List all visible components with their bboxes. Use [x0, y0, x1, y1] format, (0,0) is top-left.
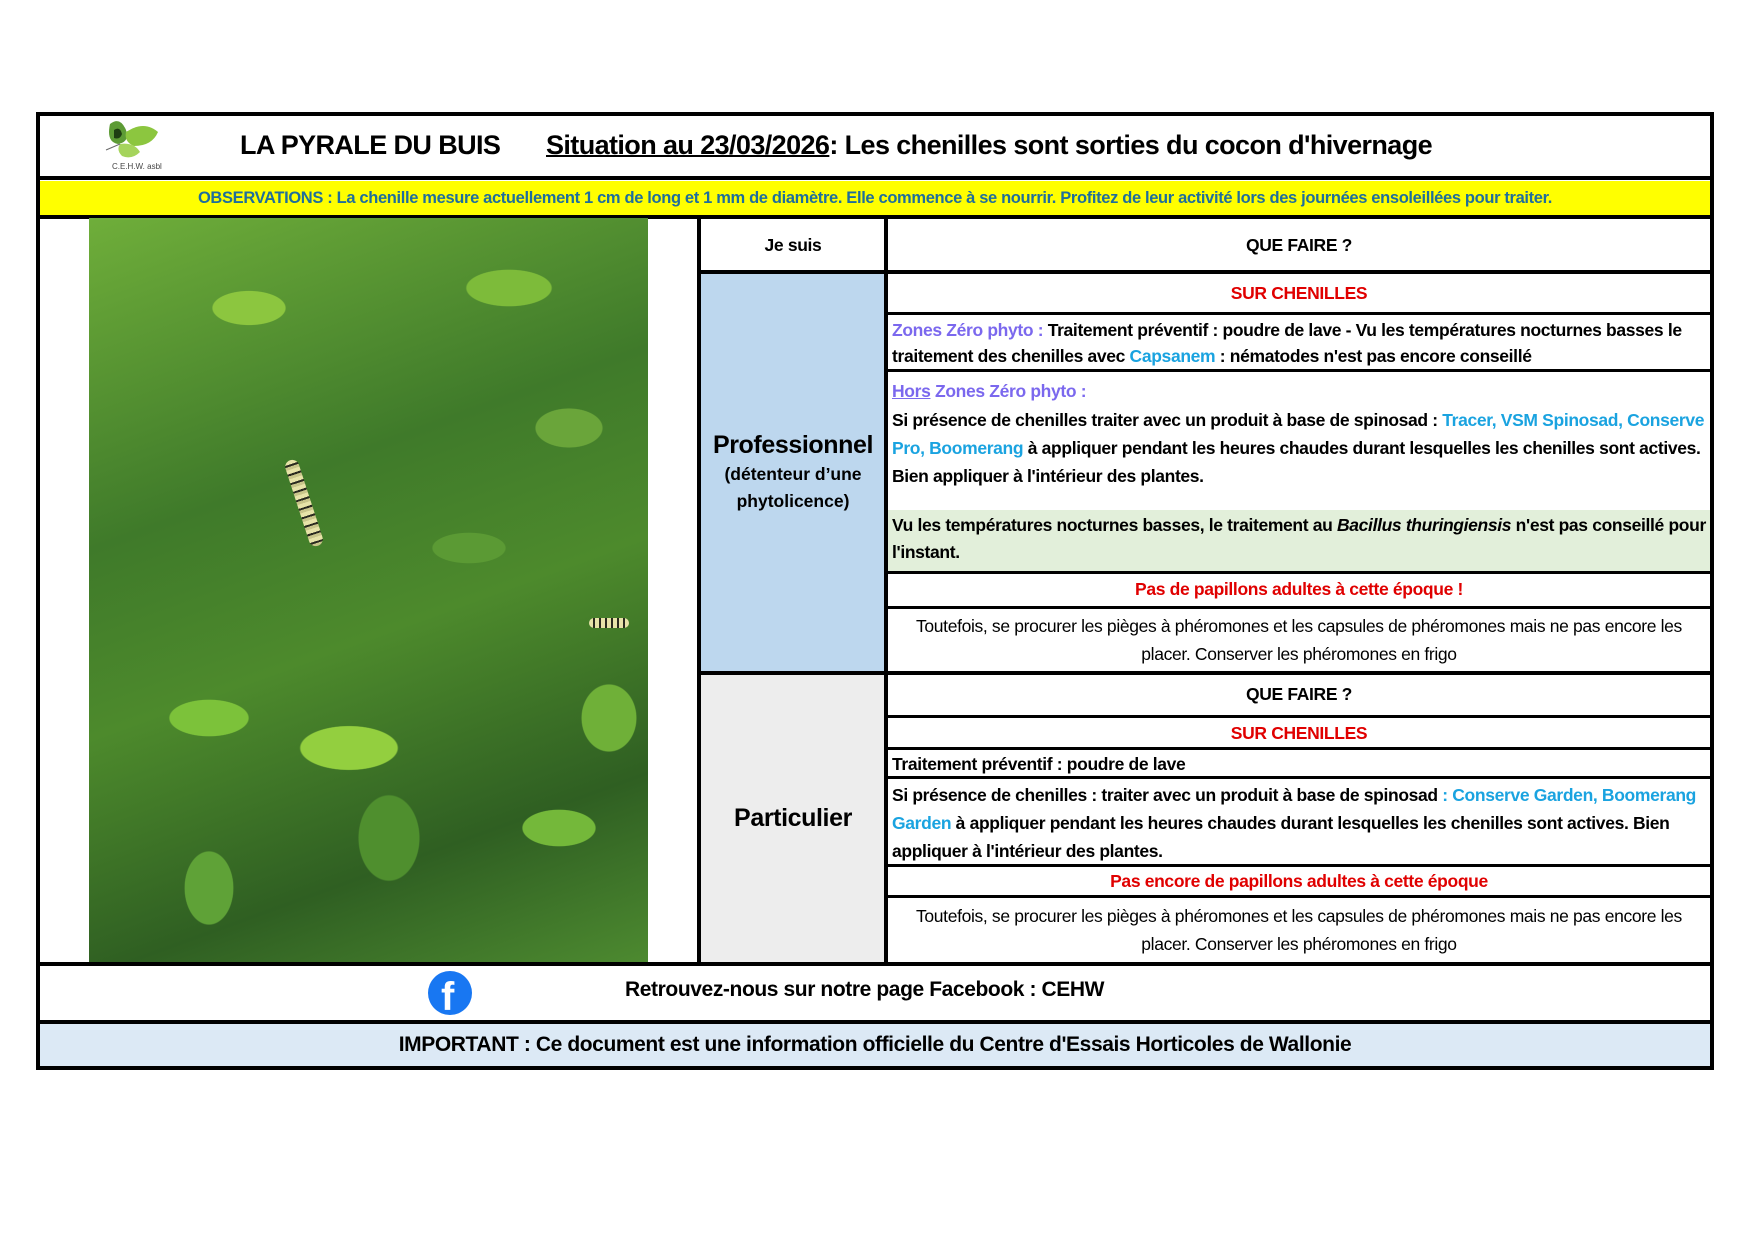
caterpillar-image: [589, 618, 629, 628]
pro-hors-zones: [888, 372, 1710, 510]
situation-heading: [546, 130, 1432, 161]
divider: [36, 962, 1714, 966]
hors-underlined: Hors: [892, 381, 931, 401]
table-border: [884, 864, 1712, 867]
table-border: [697, 671, 1712, 675]
header-je-suis: Je suis: [700, 219, 886, 271]
table-border: [884, 606, 1712, 609]
situation-text: : Les chenilles sont sorties du cocon d'hivernage: [829, 130, 1433, 160]
spinosad-products: Tracer, VSM Spinosad, Conserve Pro, Boomerang: [892, 410, 1705, 458]
spinosad-text: à appliquer pendant les heures chaudes durant lesquelles les chenilles sont actives. Bien appliquer à l'intérieur des plantes.: [892, 438, 1701, 486]
particulier-label: Particulier: [734, 803, 852, 832]
part-que-faire: QUE FAIRE ?: [1245, 684, 1353, 704]
page-title: LA PYRALE DU BUIS: [240, 130, 501, 160]
observations-banner: OBSERVATIONS : La chenille mesure actuellement 1 cm de long et 1 mm de diamètre. Elle commence à se nourrir. Profitez de leur activité lors des journées ensoleillées pour traiter.: [40, 181, 1710, 216]
pro-bt-row: [888, 510, 1710, 571]
pro-spinosad-text: [892, 406, 1706, 490]
divider: [36, 176, 1714, 180]
zones-text: : nématodes n'est pas encore conseillé: [1215, 346, 1532, 366]
spinosad-text: Si présence de chenilles : traiter avec un produit à base de spinosad: [892, 785, 1443, 805]
table-border: [884, 571, 1712, 574]
spinosad-products: : Conserve Garden, Boomerang Garden: [892, 785, 1697, 833]
part-sur-chenilles: SUR CHENILLES: [1230, 722, 1368, 743]
bt-text: n'est pas conseillé pour l'instant.: [892, 515, 1706, 562]
table-border: [884, 715, 1712, 718]
cehw-logo: [100, 116, 180, 176]
table-border: [697, 217, 701, 964]
part-spinosad: [888, 779, 1710, 864]
zones-text: Traitement préventif : poudre de lave - Vu les températures nocturnes basses le traitement des chenilles avec: [892, 320, 1682, 366]
boxwood-caterpillar-photo: [89, 218, 648, 963]
caterpillar-image: [283, 458, 324, 548]
hors-rest: Zones Zéro phyto :: [930, 381, 1087, 401]
table-border: [884, 895, 1712, 898]
spinosad-text: Si présence de chenilles traiter avec un produit à base de spinosad :: [892, 410, 1443, 430]
table-border: [884, 312, 1712, 315]
professionnel-cell: [700, 273, 886, 671]
bt-italic: Bacillus thuringiensis: [1337, 515, 1512, 535]
logo-caption: C.E.H.W. asbl: [112, 162, 162, 171]
header-que-faire: QUE FAIRE ?: [1245, 234, 1353, 255]
facebook-icon[interactable]: f: [428, 971, 472, 1015]
pro-zones-zero-phyto: [888, 315, 1710, 370]
part-toutefois: Toutefois, se procurer les pièges à phéromones et les capsules de phéromones mais ne pas encore les placer. Conserver les phéromones en frigo: [916, 906, 1682, 954]
part-papillons: Pas encore de papillons adultes à cette époque: [1110, 870, 1488, 891]
pro-toutefois: Toutefois, se procurer les pièges à phéromones et les capsules de phéromones mais ne pas encore les placer. Conserver les phéromones en frigo: [916, 616, 1682, 664]
spinosad-text: à appliquer pendant les heures chaudes durant lesquelles les chenilles sont actives. Bien appliquer à l'intérieur des plantes.: [892, 813, 1670, 861]
table-border: [884, 217, 888, 964]
zones-label: Zones Zéro phyto :: [892, 320, 1044, 340]
hors-zones-label: [892, 376, 1706, 406]
professionnel-sublabel: (détenteur d’une: [724, 463, 862, 484]
table-border: [697, 270, 1712, 274]
situation-date: Situation au 23/03/2026: [546, 130, 830, 160]
professionnel-sublabel: phytolicence): [736, 490, 850, 511]
important-notice: IMPORTANT : Ce document est une information officielle du Centre d'Essais Horticoles de Wallonie: [40, 1024, 1710, 1066]
particulier-cell: [700, 674, 886, 962]
bt-text: Vu les températures nocturnes basses, le traitement au: [892, 515, 1337, 535]
product-capsanem: Capsanem: [1129, 346, 1216, 366]
professionnel-label: Professionnel: [712, 430, 874, 459]
pro-sur-chenilles: SUR CHENILLES: [1230, 282, 1368, 303]
facebook-link[interactable]: Retrouvez-nous sur notre page Facebook : CEHW: [625, 978, 1105, 1001]
table-border: [884, 369, 1712, 372]
part-preventif: Traitement préventif : poudre de lave: [892, 754, 1186, 774]
leaf-logo-icon: [100, 116, 170, 164]
pro-papillons: Pas de papillons adultes à cette époque !: [1135, 579, 1463, 599]
table-border: [884, 776, 1712, 779]
table-border: [884, 747, 1712, 750]
